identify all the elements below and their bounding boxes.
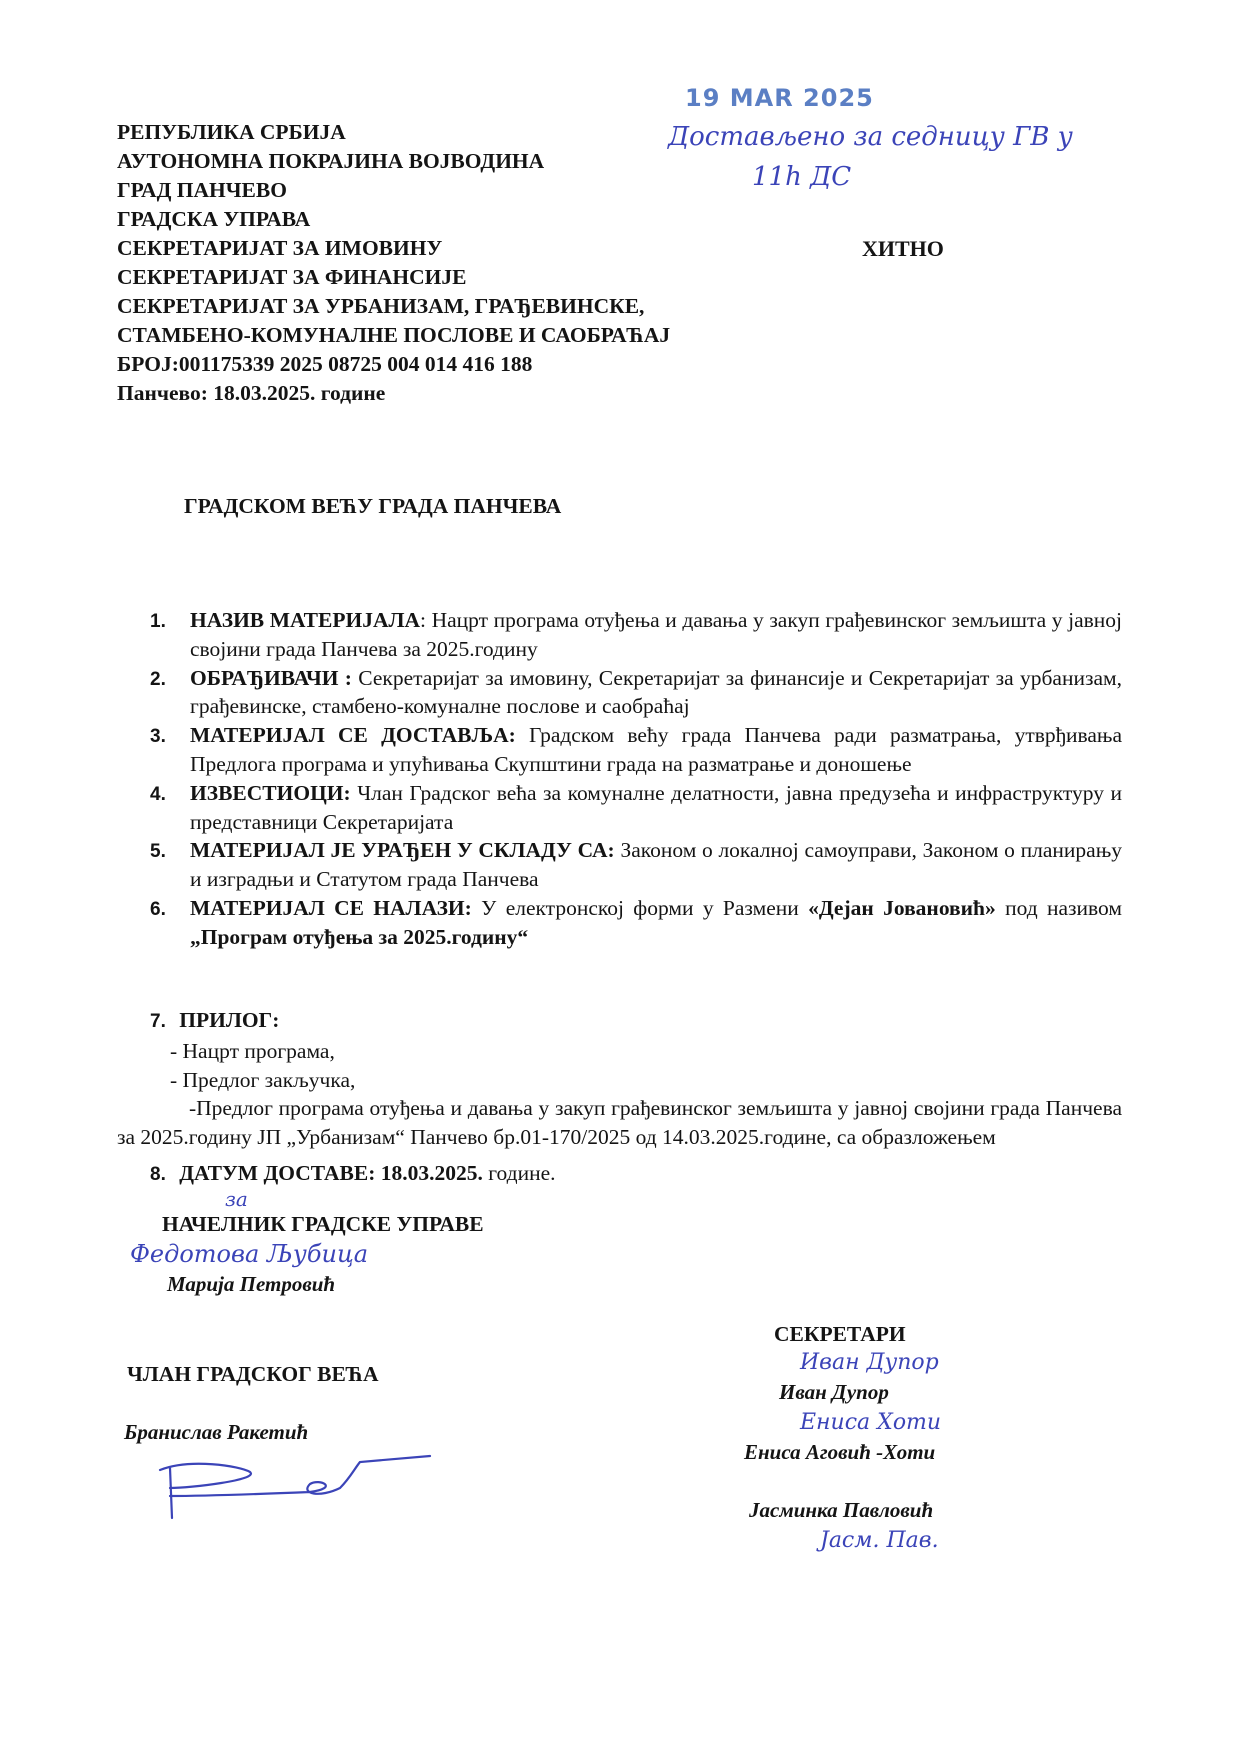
item-label: ОБРАЂИВАЧИ : <box>190 665 352 690</box>
handwritten-on-behalf-prefix: за <box>225 1187 248 1211</box>
item-number: 6. <box>150 898 166 920</box>
list-item <box>150 779 1122 837</box>
document-date: Панчево: 18.03.2025. године <box>117 381 386 405</box>
attachment-entry: - Предлог закључка, <box>170 1067 356 1092</box>
list-item <box>150 721 1122 779</box>
item-number: 7. <box>150 1011 166 1032</box>
chief-name: Марија Петровић <box>167 1272 336 1296</box>
handwritten-note-line1: Достављено за седницу ГВ у <box>668 122 1073 152</box>
item-text: Нацрт програма отуђења и давања у закуп грађевинског земљишта у јавној својини града Панчева за 2025.годину <box>190 608 1122 661</box>
header-line-secretariat-urbanism-2: СТАМБЕНО-КОМУНАЛНЕ ПОСЛОВЕ И САОБРАЋАЈ <box>117 323 671 347</box>
document-number: БРОЈ:001175339 2025 08725 004 014 416 188 <box>117 352 533 376</box>
header-line-province: АУТОНОМНА ПОКРАЈИНА ВОЈВОДИНА <box>117 149 545 173</box>
item-label: МАТЕРИЈАЛ СЕ НАЛАЗИ: <box>190 895 472 920</box>
delivery-date-item <box>150 1160 556 1188</box>
attachments-section <box>117 1006 1122 1152</box>
header-line-country: РЕПУБЛИКА СРБИЈА <box>117 120 346 144</box>
chief-signature: Федотова Љубица <box>130 1240 369 1268</box>
item-separator <box>516 723 529 747</box>
chief-title: НАЧЕЛНИК ГРАДСКЕ УПРАВЕ <box>162 1212 484 1236</box>
item-separator <box>472 896 481 920</box>
item-number: 8. <box>150 1164 166 1185</box>
attachment-entry: -Предлог програма отуђења и давања у закуп грађевинског земљишта у јавној својини града Панчева за 2025.годину ЈП „Урбанизам“ Панчево бр.01-170/2025 од 14.03.2025.године, са образложењем <box>117 1096 1122 1150</box>
header-line-city: ГРАД ПАНЧЕВО <box>117 178 287 202</box>
list-item <box>150 664 1122 722</box>
council-member-name: Бранислав Ракетић <box>124 1420 309 1444</box>
item-text: У електронској форми у Размени <box>481 895 809 920</box>
item-number: 2. <box>150 668 166 690</box>
secretary-name: Ениса Аговић -Хоти <box>744 1440 936 1464</box>
exchange-folder-name: «Дејан Јовановић» <box>808 895 996 920</box>
item-label: МАТЕРИЈАЛ СЕ ДОСТАВЉА: <box>190 723 516 748</box>
handwritten-note-line2: 11h ДС <box>752 162 852 192</box>
secretary-signature: Иван Дупор <box>800 1350 939 1375</box>
secretary-signature: Јасм. Пав. <box>820 1528 939 1553</box>
addressee: ГРАДСКОМ ВЕЋУ ГРАДА ПАНЧЕВА <box>184 494 562 518</box>
attachments-heading <box>117 1006 1122 1037</box>
item-text: Законом о локалној самоуправи, Законом о планирању и изградњи и Статутом града Панчева <box>190 838 1123 892</box>
header-line-secretariat-urbanism-1: СЕКРЕТАРИЈАТ ЗА УРБАНИЗАМ, ГРАЂЕВИНСКЕ, <box>117 294 645 318</box>
file-title: „Програм отуђења за 2025.годину“ <box>190 924 529 949</box>
attachment-entry: - Нацрт програма, <box>170 1038 335 1063</box>
header-line-secretariat-finance: СЕКРЕТАРИЈАТ ЗА ФИНАНСИЈЕ <box>117 265 467 289</box>
delivery-date-label: ДАТУМ ДОСТАВЕ: 18.03.2025. <box>179 1161 483 1185</box>
material-items-list <box>150 606 1122 952</box>
item-number: 4. <box>150 783 166 805</box>
secretary-signature: Ениса Хоти <box>800 1410 942 1435</box>
item-text-continued: под називом <box>995 895 1122 920</box>
list-item <box>150 894 1122 952</box>
header-line-secretariat-property: СЕКРЕТАРИЈАТ ЗА ИМОВИНУ <box>117 236 443 260</box>
council-member-title: ЧЛАН ГРАДСКОГ ВЕЋА <box>127 1362 379 1386</box>
delivery-date-suffix: године. <box>482 1161 556 1185</box>
item-text: Члан Градског већа за комуналне делатности, јавна предузећа и инфраструктуру и представници Секретаријата <box>190 780 1123 834</box>
item-number: 3. <box>150 726 166 748</box>
received-date-stamp: 19 MAR 2025 <box>685 84 874 112</box>
list-item <box>150 836 1122 894</box>
item-label: МАТЕРИЈАЛ ЈЕ УРАЂЕН У СКЛАДУ СА: <box>190 838 615 863</box>
item-label: ПРИЛОГ: <box>179 1008 280 1032</box>
item-text: Градском већу града Панчева ради разматрања, утврђивања Предлога програма и упућивања Скупштини града на разматрање и доношење <box>190 723 1123 776</box>
item-label: НАЗИВ МАТЕРИЈАЛА <box>190 608 421 632</box>
council-member-signature-icon <box>150 1448 450 1528</box>
header-line-administration: ГРАДСКА УПРАВА <box>117 207 311 231</box>
item-number: 5. <box>150 841 166 863</box>
secretary-name: Јасминка Павловић <box>749 1498 934 1522</box>
sender-header <box>117 118 670 408</box>
item-number: 1. <box>150 611 166 632</box>
list-item <box>150 606 1122 664</box>
item-label: ИЗВЕСТИОЦИ: <box>190 780 351 805</box>
secretary-name: Иван Дупор <box>779 1380 889 1404</box>
item-separator: : <box>420 608 432 632</box>
item-text: Секретаријат за имовину, Секретаријат за финансије и Секретаријат за урбанизам, грађевинске, стамбено-комуналне послове и саобраћај <box>190 665 1122 719</box>
secretaries-title: СЕКРЕТАРИ <box>774 1322 906 1346</box>
urgent-label: ХИТНО <box>862 236 944 261</box>
